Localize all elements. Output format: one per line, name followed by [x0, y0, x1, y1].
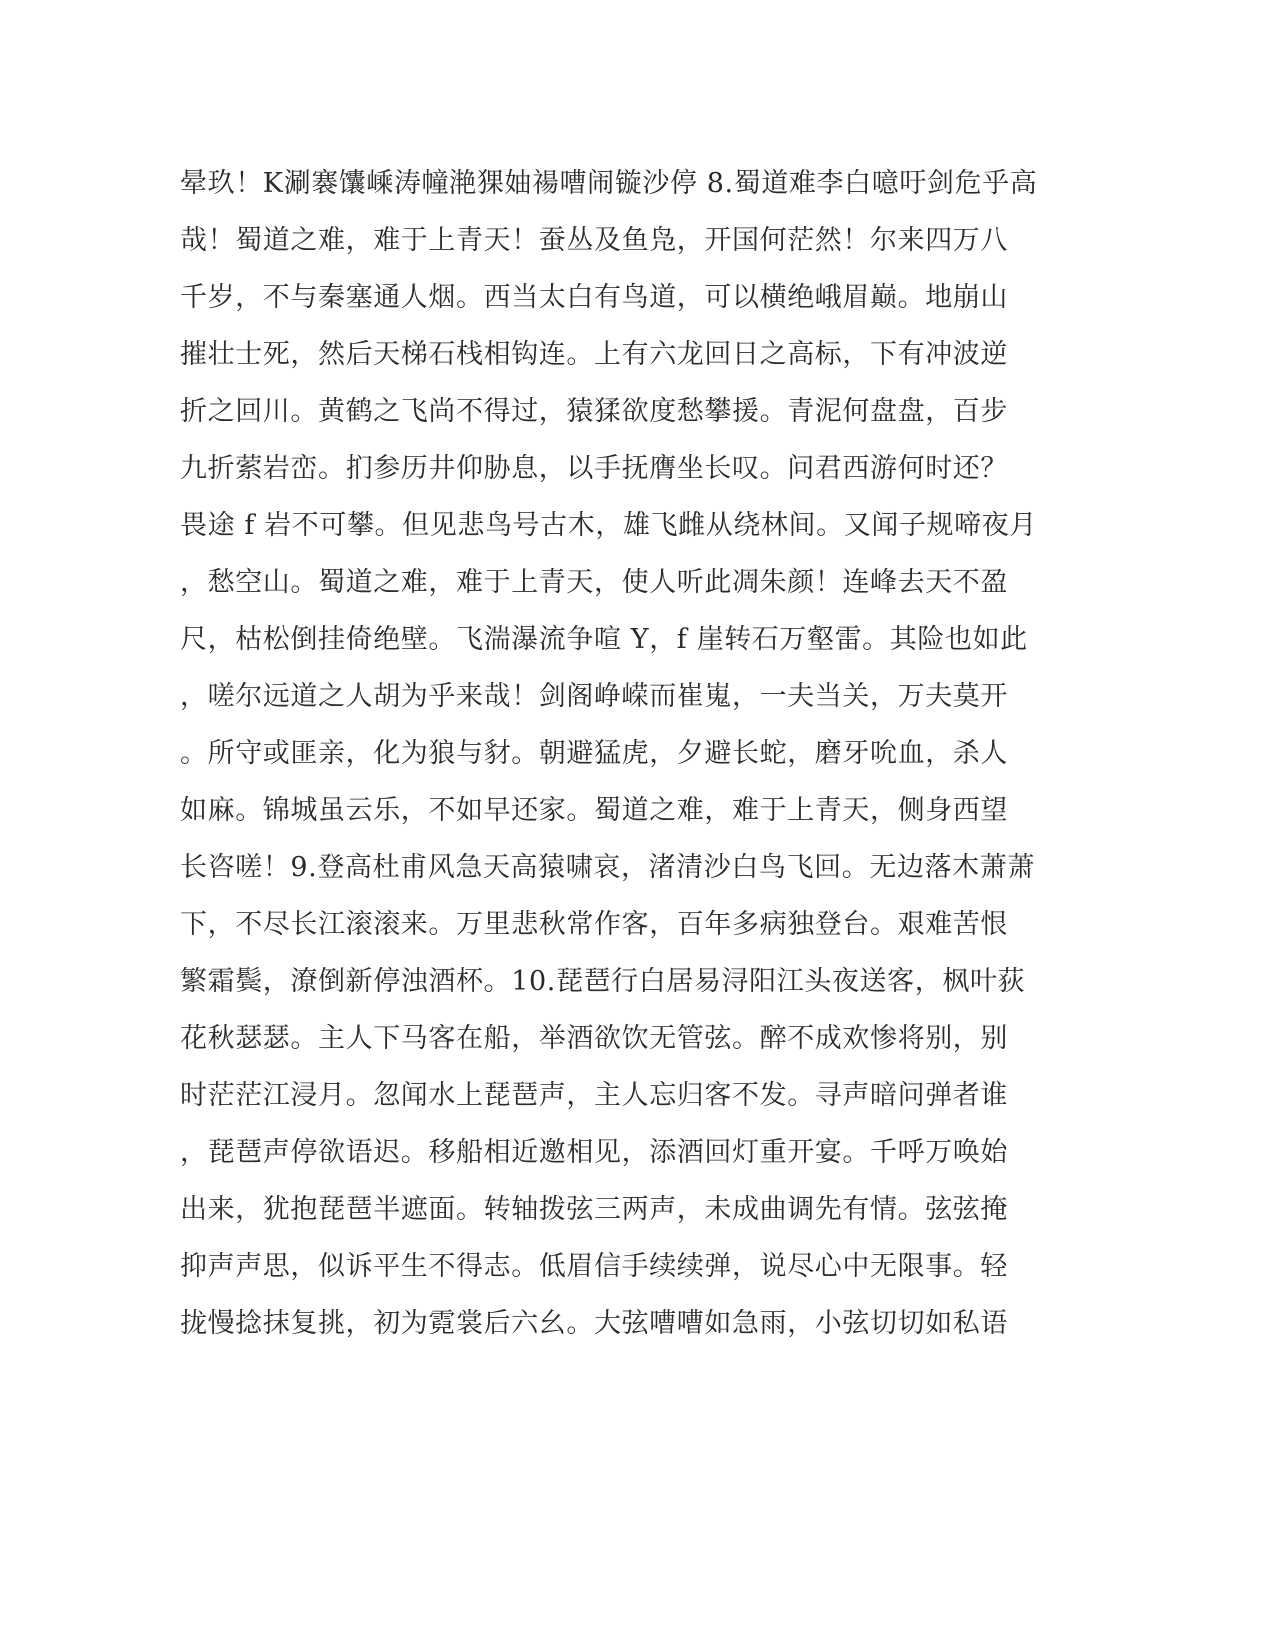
text-line-14: 下，不尽长江滚滚来。万里悲秋常作客，百年多病独登台。艰难苦恨: [180, 909, 1008, 940]
text-line-8: ，愁空山。蜀道之难，难于上青天，使人听此凋朱颜！连峰去天不盈: [180, 567, 1008, 598]
text-line-1: 晕玖！K涮褰馕嵊涛幢滟猓妯禓嘈闹镟沙停 8.蜀道难李白噫吁剑危乎高: [180, 168, 1038, 199]
text-line-10: ，嗟尔远道之人胡为乎来哉！剑阁峥嵘而崔嵬，一夫当关，万夫莫开: [180, 681, 1008, 712]
text-line-18: ，琵琶声停欲语迟。移船相近邀相见，添酒回灯重开宴。千呼万唤始: [180, 1137, 1008, 1168]
text-line-12: 如麻。锦城虽云乐，不如早还家。蜀道之难，难于上青天，侧身西望: [180, 795, 1008, 826]
text-line-4: 摧壮士死，然后天梯石栈相钩连。上有六龙回日之高标，下有冲波逆: [180, 339, 1008, 370]
text-line-13: 长咨嗟！9.登高杜甫风急天高猿啸哀，渚清沙白鸟飞回。无边落木萧萧: [180, 852, 1035, 883]
text-line-6: 九折萦岩峦。扪参历井仰胁息，以手抚膺坐长叹。问君西游何时还？: [180, 453, 1008, 484]
text-line-16: 花秋瑟瑟。主人下马客在船，举酒欲饮无管弦。醉不成欢惨将别，别: [180, 1023, 1008, 1054]
text-line-7: 畏途 f 岩不可攀。但见悲鸟号古木，雄飞雌从绕林间。又闻子规啼夜月: [180, 510, 1037, 541]
text-line-2: 哉！蜀道之难，难于上青天！蚕丛及鱼凫，开国何茫然！尔来四万八: [180, 225, 1008, 256]
text-line-21: 拢慢捻抹复挑，初为霓裳后六幺。大弦嘈嘈如急雨，小弦切切如私语: [180, 1308, 1008, 1339]
text-line-20: 抑声声思，似诉平生不得志。低眉信手续续弹，说尽心中无限事。轻: [180, 1251, 1008, 1282]
text-line-11: 。所守或匪亲，化为狼与豺。朝避猛虎，夕避长蛇，磨牙吮血，杀人: [180, 738, 1008, 769]
text-line-5: 折之回川。黄鹤之飞尚不得过，猿猱欲度愁攀援。青泥何盘盘，百步: [180, 396, 1008, 427]
text-line-15: 繁霜鬓，潦倒新停浊酒杯。10.琵琶行白居易浔阳江头夜送客，枫叶荻: [180, 966, 1026, 997]
text-line-9: 尺，枯松倒挂倚绝壁。飞湍瀑流争喧 Y，f 崖转石万壑雷。其险也如此: [180, 624, 1028, 655]
body-text: [180, 162, 1040, 1359]
text-line-3: 千岁，不与秦塞通人烟。西当太白有鸟道，可以横绝峨眉巅。地崩山: [180, 282, 1008, 313]
text-line-17: 时茫茫江浸月。忽闻水上琵琶声，主人忘归客不发。寻声暗问弹者谁: [180, 1080, 1008, 1111]
text-line-19: 出来，犹抱琵琶半遮面。转轴拨弦三两声，未成曲调先有情。弦弦掩: [180, 1194, 1008, 1225]
